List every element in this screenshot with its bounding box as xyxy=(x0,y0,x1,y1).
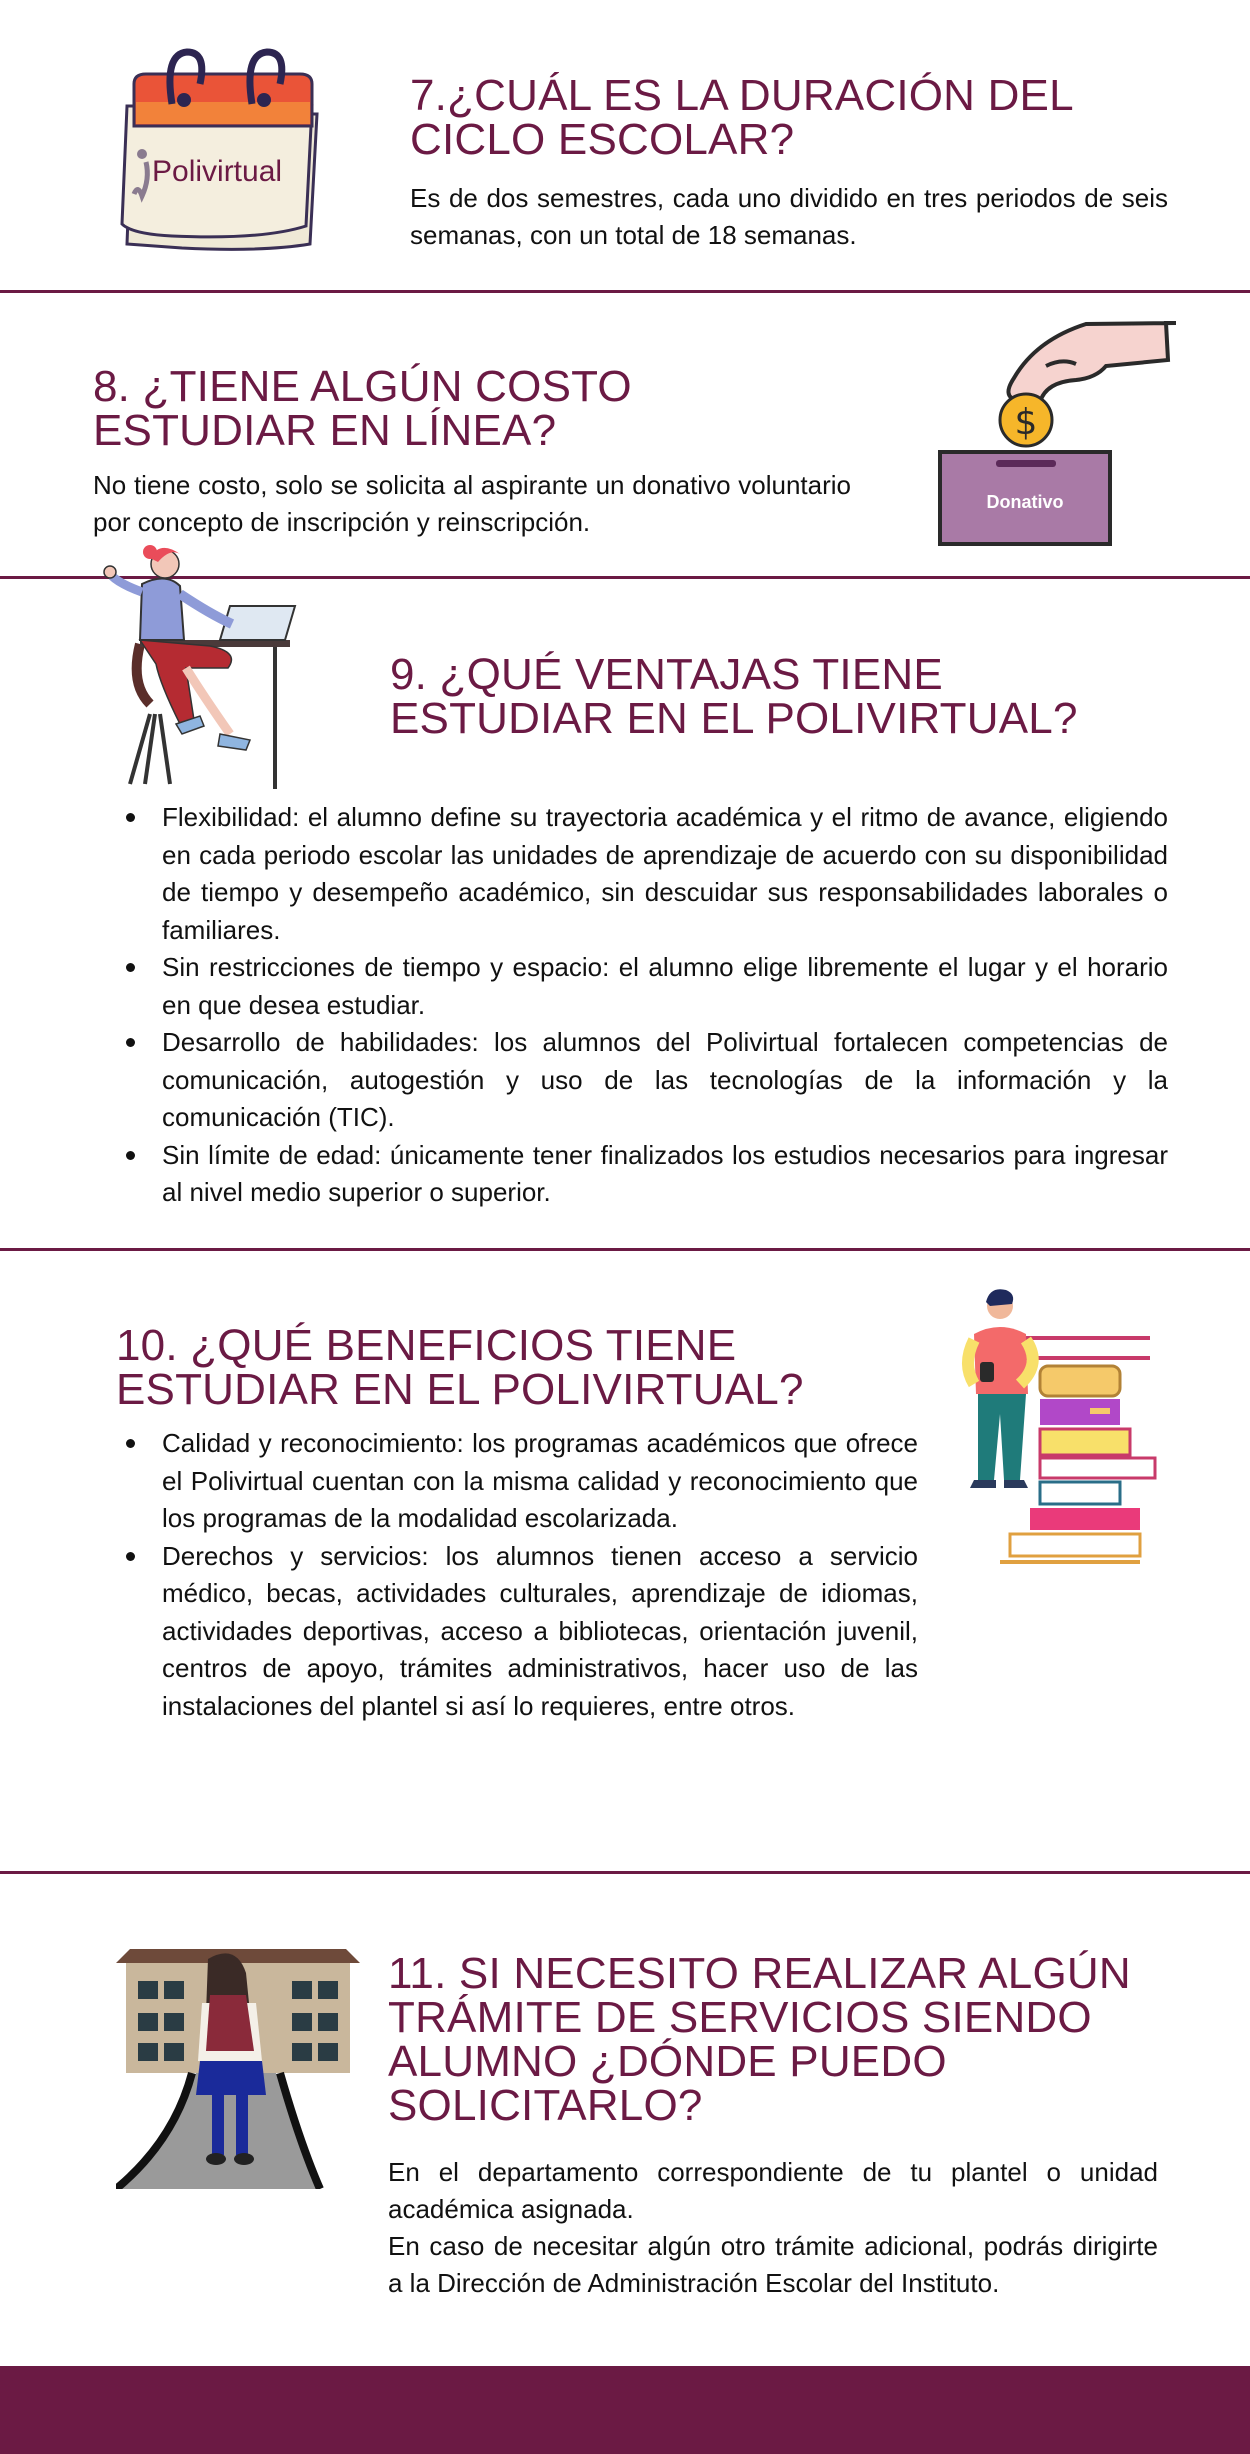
student-books-illustration xyxy=(940,1284,1160,1604)
section-11-text-2: En caso de necesitar algún otro trámite adicional, podrás dirigirte a la Dirección de Administración Escolar del Instituto. xyxy=(388,2231,1158,2298)
list-item: Sin restricciones de tiempo y espacio: el alumno elige libremente el lugar y el horario en que desea estudiar. xyxy=(162,949,1168,1024)
section-9-list xyxy=(94,799,1168,1212)
list-item: Calidad y reconocimiento: los programas académicos que ofrece el Polivirtual cuentan con la misma calidad y reconocimiento que los programas de la modalidad escolarizada. xyxy=(162,1425,918,1538)
divider xyxy=(0,1871,1250,1874)
student-laptop-illustration xyxy=(100,544,300,794)
donation-box-icon xyxy=(936,318,1176,550)
divider xyxy=(0,1248,1250,1251)
section-8-title: 8. ¿TIENE ALGÚN COSTO ESTUDIAR EN LÍNEA? xyxy=(93,362,632,455)
section-11-text-1: En el departamento correspondiente de tu plantel o unidad académica asignada. xyxy=(388,2157,1158,2224)
section-10-list xyxy=(94,1425,918,1725)
section-11-title: 11. SI NECESITO REALIZAR ALGÚN TRÁMITE DE SERVICIOS SIENDO ALUMNO ¿DÓNDE PUEDO SOLICITARLO? xyxy=(388,1949,1131,2130)
logo-text: Polivirtual xyxy=(152,155,283,188)
list-item: Flexibilidad: el alumno define su trayectoria académica y el ritmo de avance, eligiendo en cada periodo escolar las unidades de aprendizaje de acuerdo con su disponibilidad de tiempo y desempeño académico, sin descuidar sus responsabilidades laborales o familiares. xyxy=(162,799,1168,949)
donation-box-label: Donativo xyxy=(986,492,1064,512)
calendar-icon xyxy=(112,44,322,254)
divider xyxy=(0,290,1250,293)
section-10-title: 10. ¿QUÉ BENEFICIOS TIENE ESTUDIAR EN EL POLIVIRTUAL? xyxy=(116,1321,804,1414)
student-school-illustration xyxy=(116,1943,360,2189)
section-7-title: 7.¿CUÁL ES LA DURACIÓN DEL CICLO ESCOLAR? xyxy=(410,71,1073,164)
list-item: Sin límite de edad: únicamente tener finalizados los estudios necesarios para ingresar al nivel medio superior o superior. xyxy=(162,1137,1168,1212)
list-item: Derechos y servicios: los alumnos tienen acceso a servicio médico, becas, actividades culturales, aprendizaje de idiomas, actividades deportivas, acceso a bibliotecas, orientación juvenil, centros de apoyo, trámites administrativos, hacer uso de las instalaciones del plantel si así lo requieres, entre otros. xyxy=(162,1538,918,1726)
footer-bar xyxy=(0,2366,1250,2454)
list-item: Desarrollo de habilidades: los alumnos del Polivirtual fortalecen competencias de comunicación, autogestión y uso de las tecnologías de la información y la comunicación (TIC). xyxy=(162,1024,1168,1137)
section-8-text: No tiene costo, solo se solicita al aspirante un donativo voluntario por concepto de inscripción y reinscripción. xyxy=(93,470,851,537)
section-7-text: Es de dos semestres, cada uno dividido en tres periodos de seis semanas, con un total de 18 semanas. xyxy=(410,183,1168,250)
section-9-title: 9. ¿QUÉ VENTAJAS TIENE ESTUDIAR EN EL POLIVIRTUAL? xyxy=(390,650,1078,743)
svg-text:$: $ xyxy=(1014,402,1038,443)
